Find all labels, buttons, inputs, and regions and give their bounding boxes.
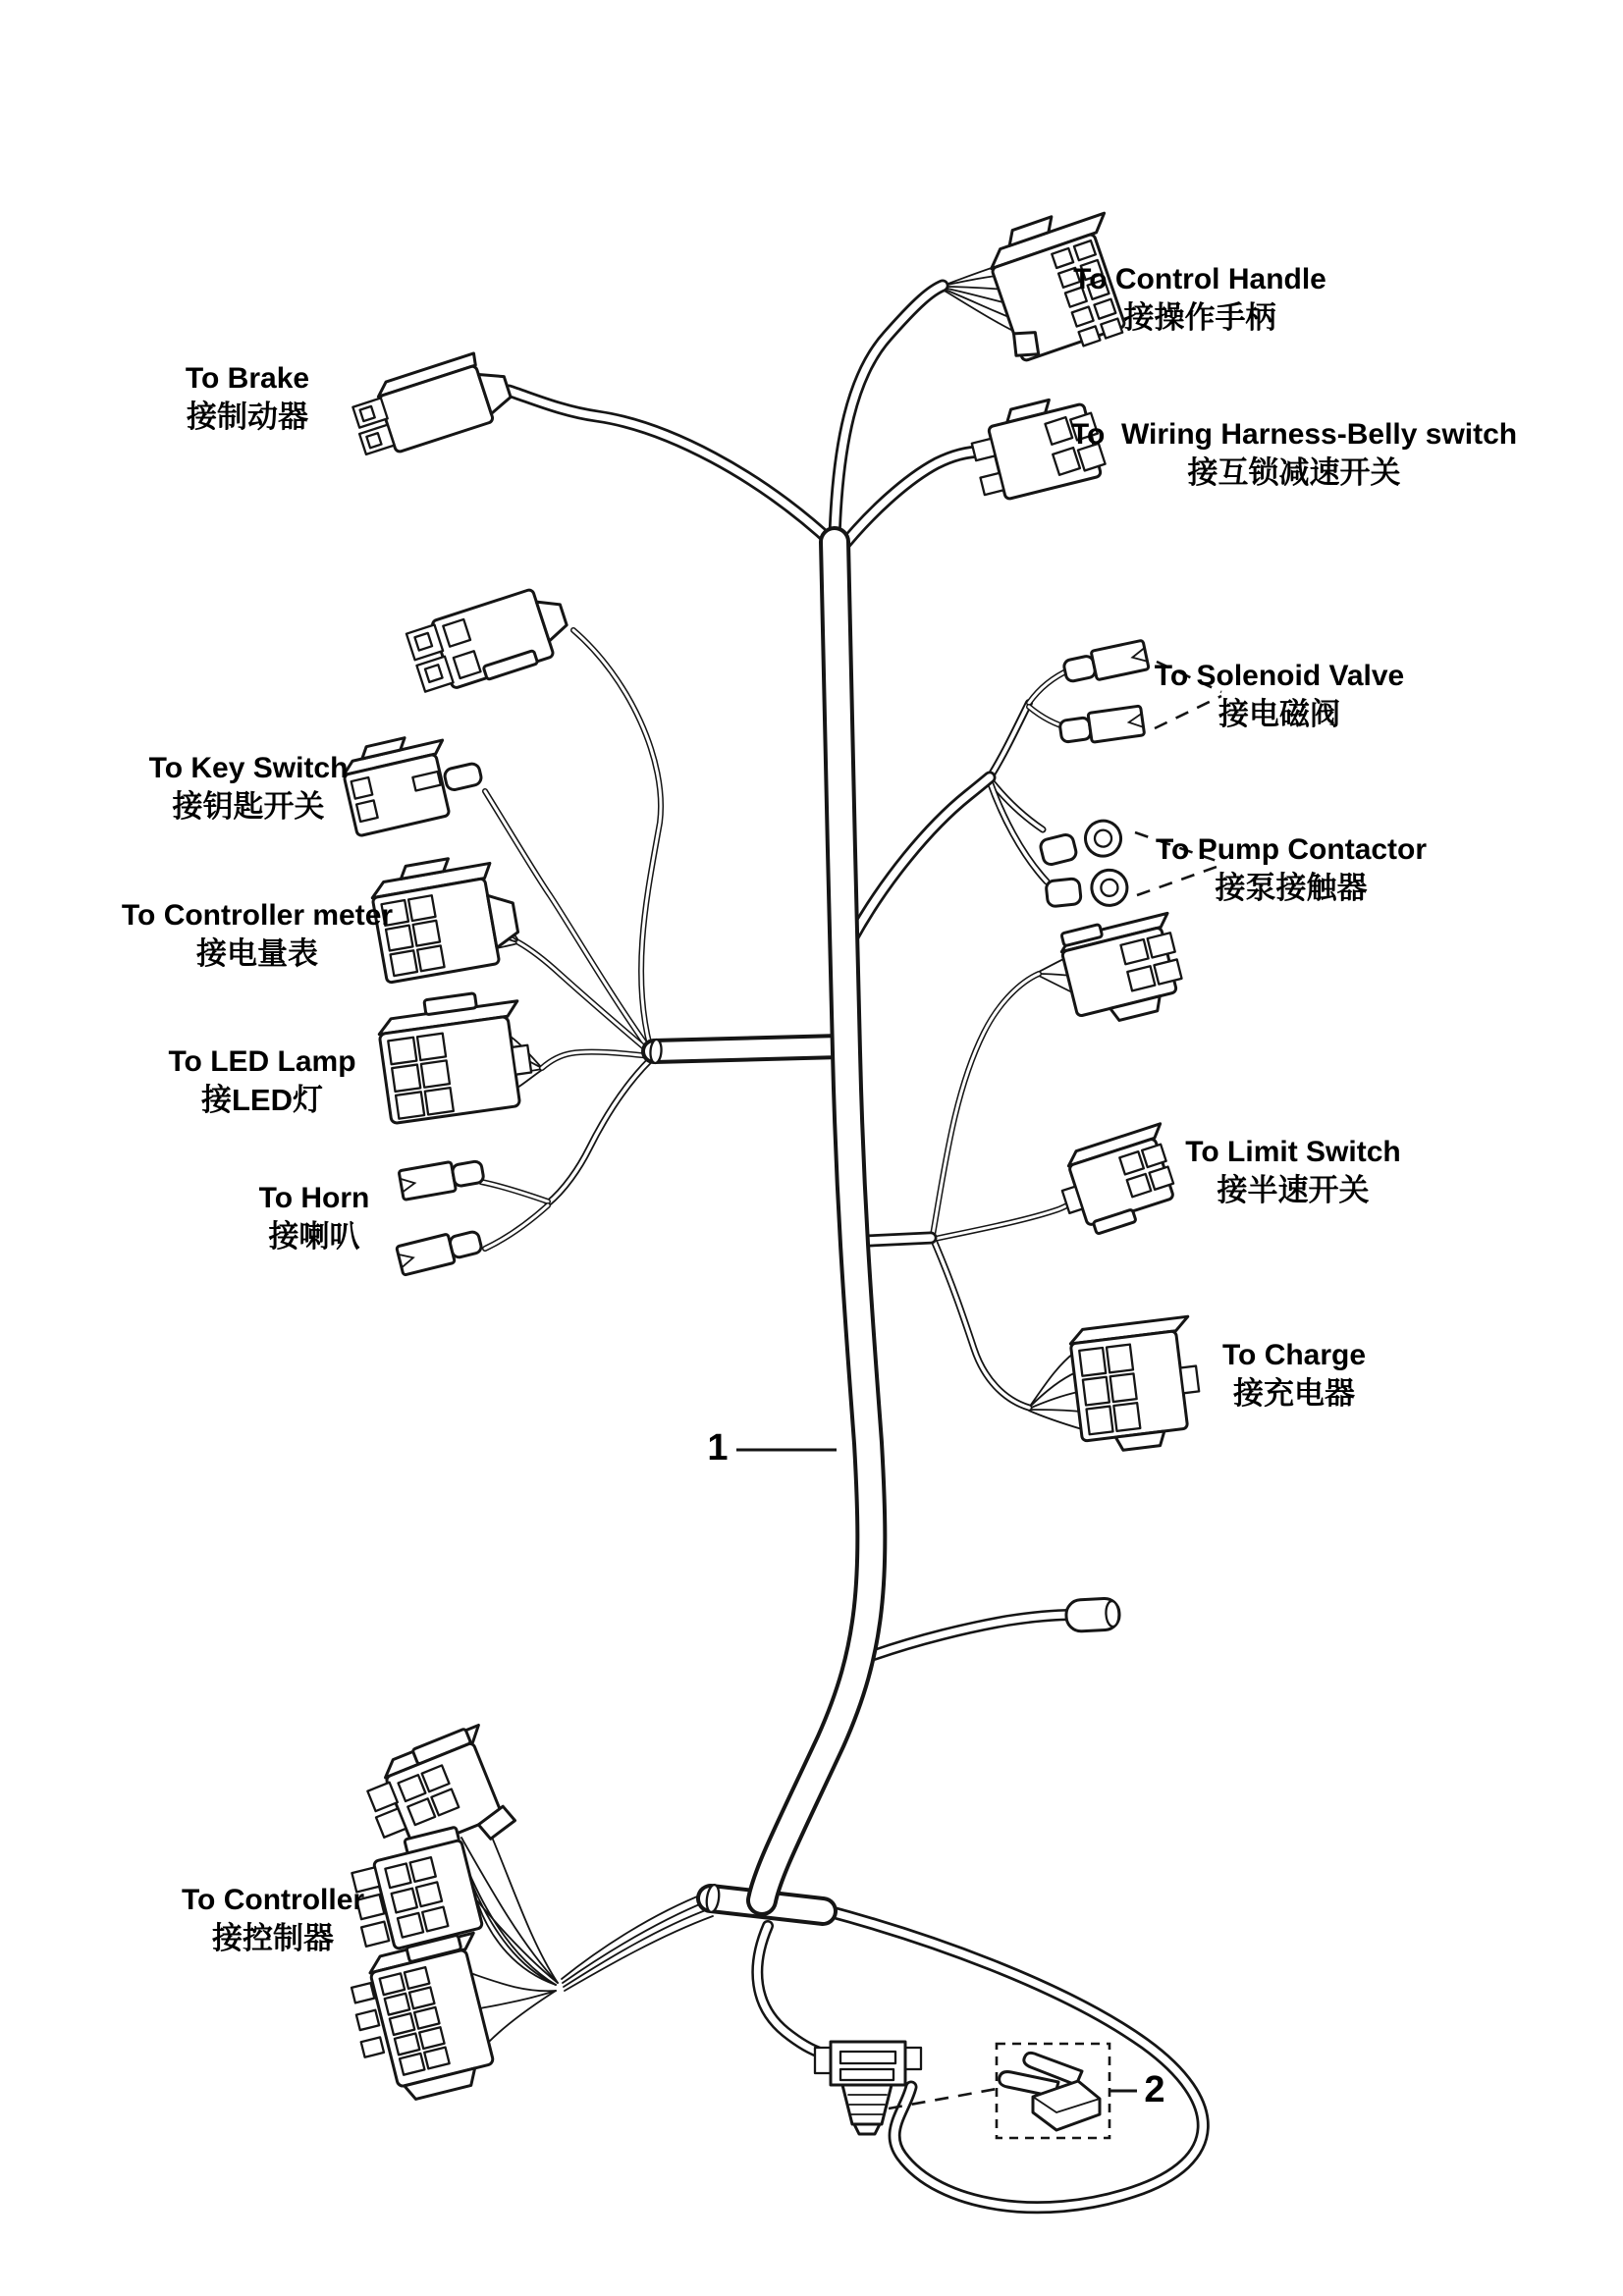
label-control-handle <box>1073 261 1326 339</box>
label-solenoid-valve-en: To Solenoid Valve <box>1154 660 1405 692</box>
connector-aux-left <box>406 582 575 699</box>
connector-led-lamp <box>375 987 535 1123</box>
label-led-lamp <box>168 1043 355 1121</box>
label-key-switch-en: To Key Switch <box>148 752 349 784</box>
wire-end-cap <box>1065 1598 1120 1632</box>
spade-solenoid-2 <box>1058 706 1144 746</box>
wire-charge <box>935 1243 1029 1408</box>
label-controller-meter <box>122 897 393 975</box>
label-charge <box>1222 1337 1366 1415</box>
spade-solenoid-1 <box>1062 640 1149 686</box>
label-pump-contactor-zh: 接泵接触器 <box>1215 871 1368 905</box>
label-limit-switch-en: To Limit Switch <box>1185 1136 1401 1168</box>
label-controller <box>182 1882 364 1959</box>
callout-1: 1 <box>707 1427 729 1468</box>
label-control-handle-zh: 接操作手柄 <box>1123 300 1276 335</box>
label-led-lamp-zh: 接LED灯 <box>200 1083 323 1117</box>
label-charge-zh: 接充电器 <box>1233 1376 1355 1411</box>
label-horn <box>259 1180 370 1257</box>
label-control-handle-en: To Control Handle <box>1073 263 1326 295</box>
wire-aux-right <box>933 974 1039 1235</box>
cable-upper-right <box>852 777 990 938</box>
label-controller-en: To Controller <box>181 1884 365 1916</box>
connector-key-switch <box>339 723 488 836</box>
label-limit-switch-zh: 接半速开关 <box>1217 1173 1370 1207</box>
wire-horn-1 <box>481 1182 548 1201</box>
connector-controller-3 <box>342 1931 510 2109</box>
cable-lower-right <box>868 1238 931 1241</box>
wire-horn <box>548 1060 650 1203</box>
label-belly-switch <box>1071 416 1517 494</box>
ring-pump-1 <box>1038 817 1124 871</box>
connector-brake <box>347 347 516 461</box>
label-led-lamp-en: To LED Lamp <box>168 1045 356 1078</box>
label-brake-en: To Brake <box>185 362 310 395</box>
wire-solenoid-1 <box>1029 669 1070 703</box>
main-trunk <box>762 542 871 1900</box>
cable-fuse-left <box>757 1926 823 2054</box>
label-belly-switch-zh: 接互锁减速开关 <box>1187 455 1401 490</box>
label-solenoid-valve-zh: 接电磁阀 <box>1217 697 1340 731</box>
label-charge-en: To Charge <box>1221 1339 1367 1371</box>
wire-horn-2 <box>485 1205 548 1249</box>
label-brake <box>186 360 309 438</box>
wire-controller-meter <box>518 942 650 1052</box>
label-key-switch <box>149 750 349 828</box>
label-limit-switch <box>1185 1134 1400 1211</box>
cable-unterminated <box>874 1615 1072 1655</box>
wire-led-lamp <box>542 1052 650 1068</box>
label-controller-meter-zh: 接电量表 <box>195 936 318 971</box>
label-controller-zh: 接控制器 <box>212 1921 334 1955</box>
connector-charge <box>1069 1316 1206 1455</box>
label-belly-switch-en: To Wiring Harness-Belly switch <box>1070 418 1518 451</box>
spade-horn-2 <box>397 1227 484 1275</box>
label-pump-contactor-en: To Pump Contactor <box>1155 833 1428 866</box>
connector-limit-switch <box>1052 1124 1186 1241</box>
label-solenoid-valve <box>1155 658 1405 735</box>
label-horn-zh: 接喇叭 <box>268 1219 360 1254</box>
ring-pump-2 <box>1045 869 1128 912</box>
branch-wires <box>481 630 1076 1408</box>
label-controller-meter-en: To Controller meter <box>121 899 394 932</box>
cable-belly-switch <box>839 452 982 552</box>
wire-aux-left <box>573 630 661 1046</box>
label-brake-zh: 接制动器 <box>187 400 308 434</box>
cable-brake <box>509 391 836 546</box>
wire-limit-switch <box>935 1200 1076 1239</box>
label-pump-contactor <box>1156 831 1427 909</box>
spade-horn-1 <box>399 1156 485 1200</box>
left-bundle-sleeve <box>650 1040 840 1064</box>
connector-aux-right <box>1057 908 1190 1031</box>
label-key-switch-zh: 接钥匙开关 <box>172 789 325 824</box>
spare-fuse <box>1000 2053 1100 2130</box>
wire-fans <box>438 261 1082 2042</box>
wire-solenoid-stem <box>990 703 1029 777</box>
wire-pump-2 <box>990 781 1047 881</box>
label-horn-en: To Horn <box>258 1182 370 1214</box>
callout-2: 2 <box>1144 2069 1165 2110</box>
